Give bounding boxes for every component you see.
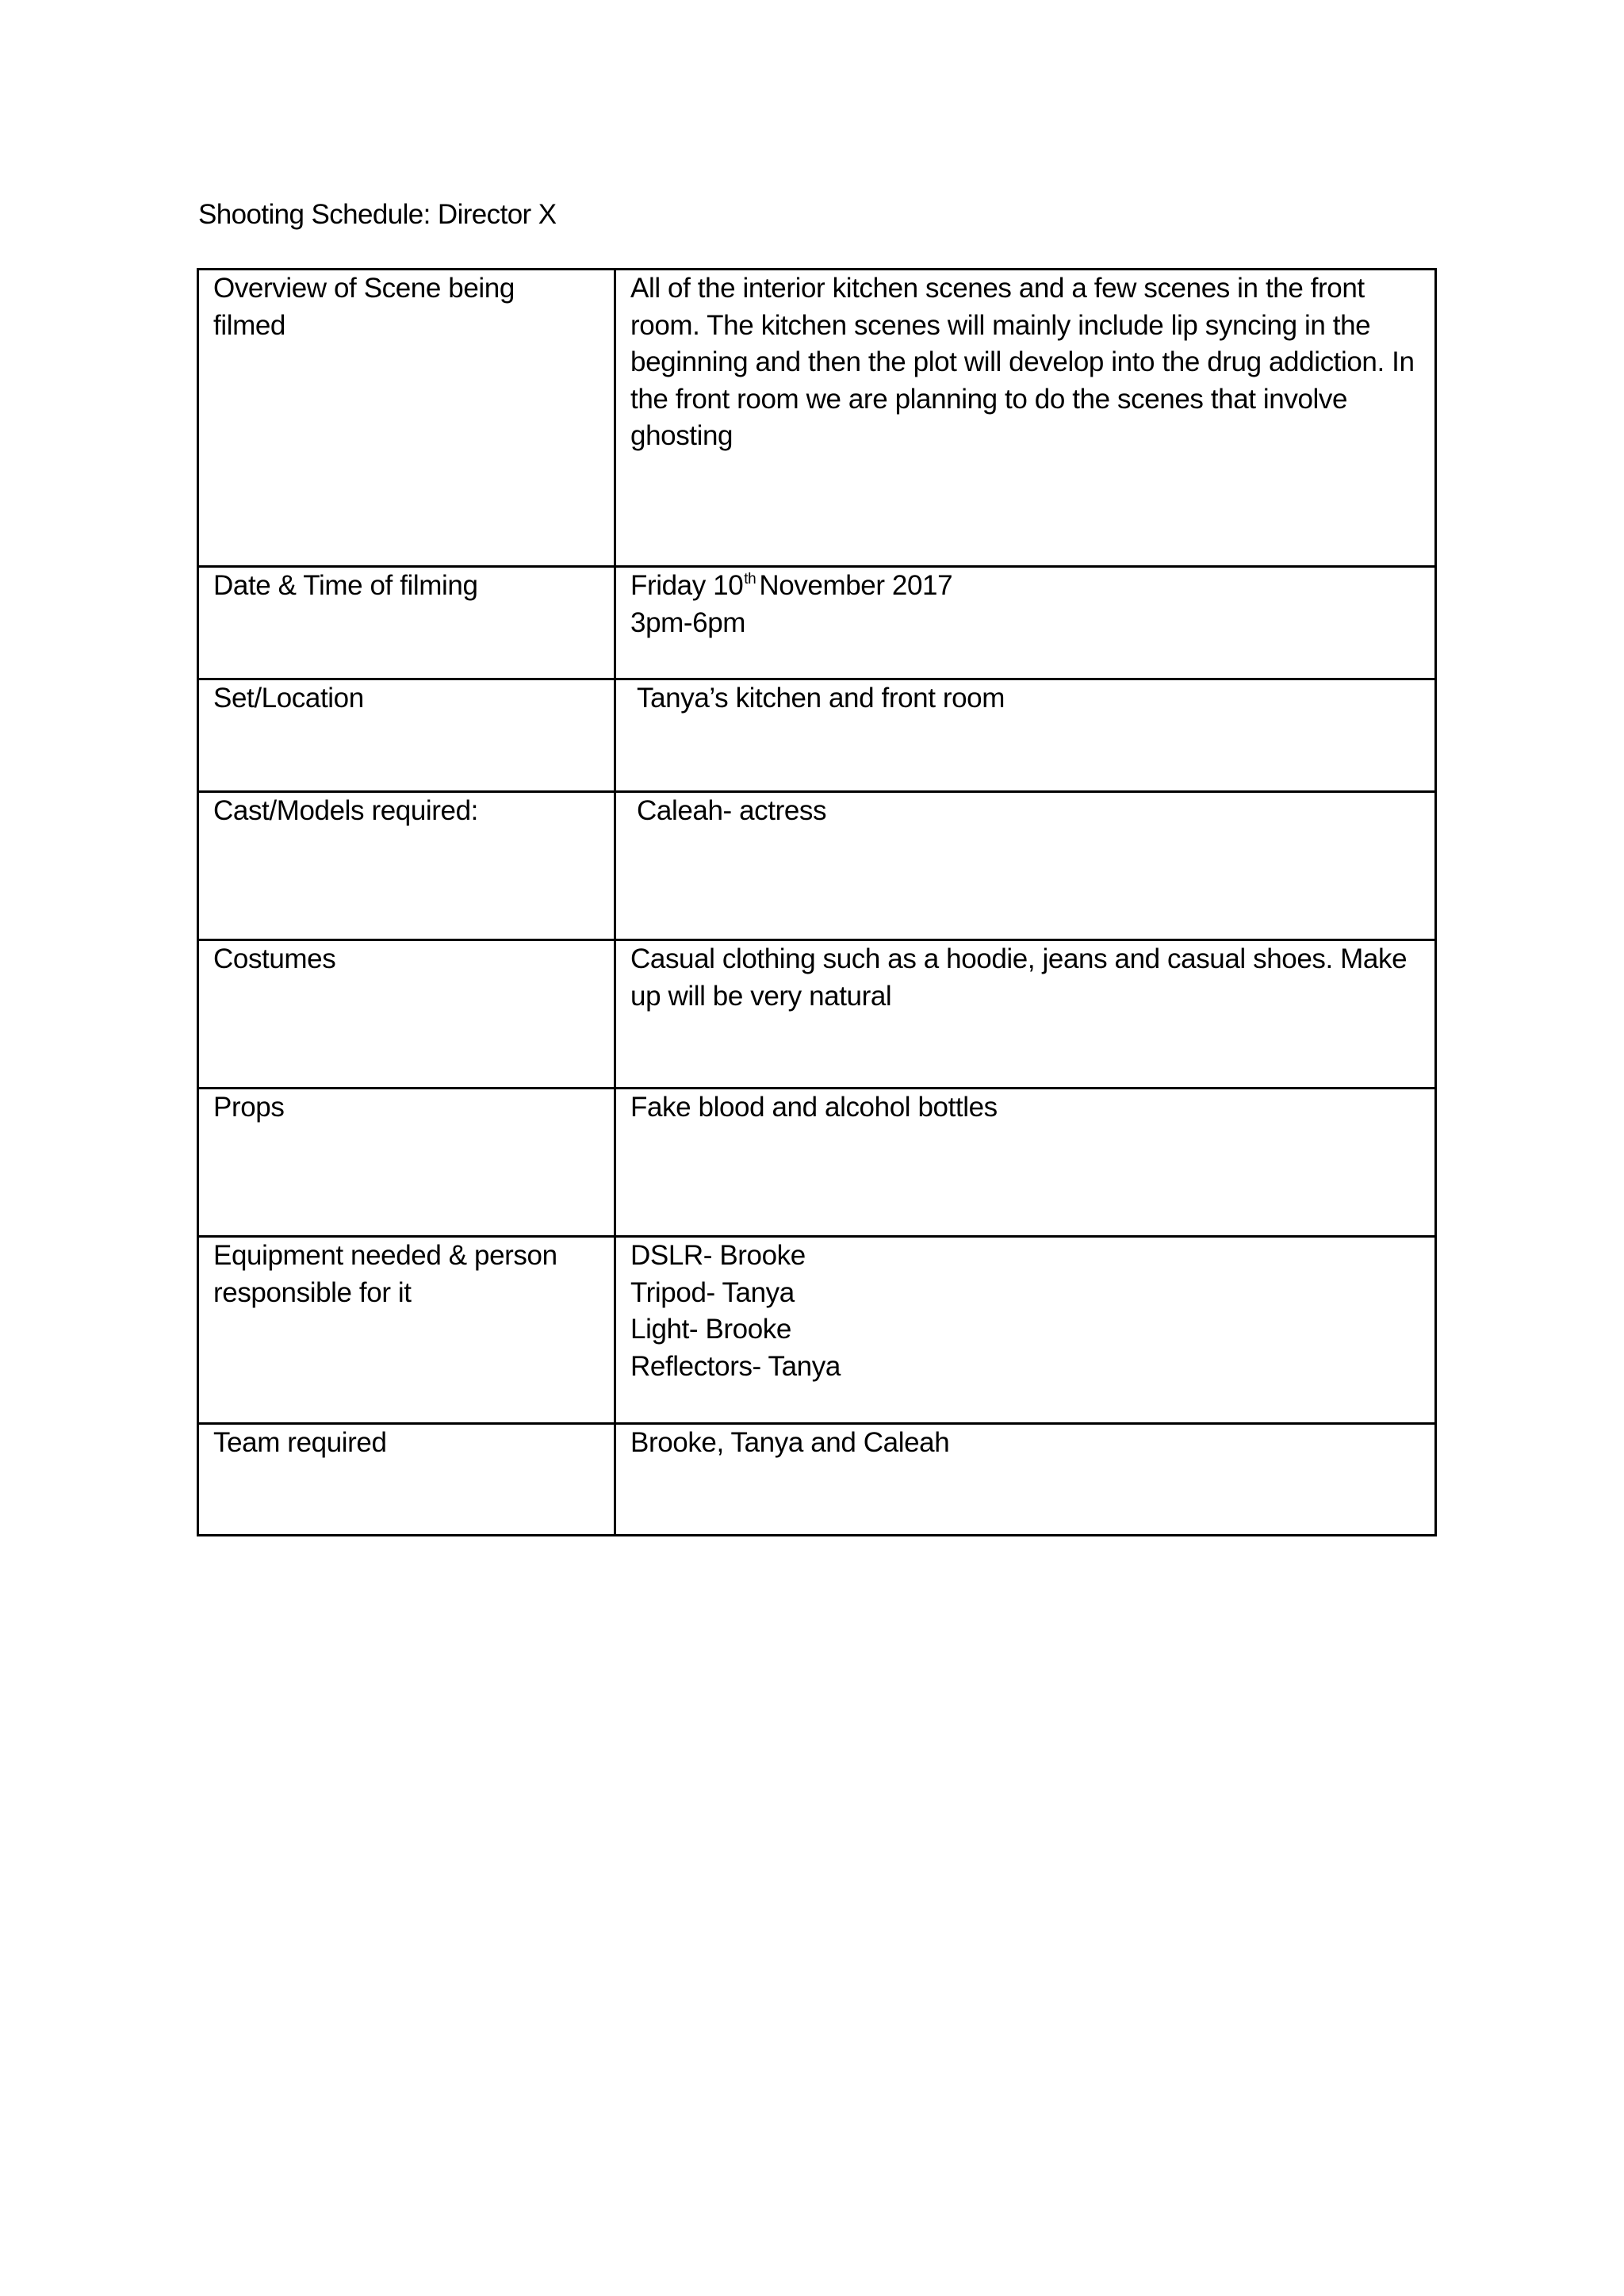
location-value: Tanya’s kitchen and front room: [637, 683, 1005, 714]
equipment-item: Tripod- Tanya: [630, 1276, 795, 1308]
table-row: [198, 1237, 1436, 1424]
props-label-cell: [198, 1089, 615, 1237]
costumes-label: Costumes: [213, 943, 336, 974]
team-value: Brooke, Tanya and Caleah: [630, 1427, 950, 1458]
equipment-label: Equipment needed & person responsible for it: [213, 1240, 557, 1308]
table-row: [198, 1089, 1436, 1237]
cast-label-cell: [198, 792, 615, 940]
props-label: Props: [213, 1092, 285, 1123]
table-row: [198, 1424, 1436, 1536]
props-value-cell: [615, 1089, 1436, 1237]
cast-value: Caleah- actress: [637, 795, 827, 826]
overview-label: Overview of Scene being filmed: [213, 273, 515, 341]
document-title: Shooting Schedule: Director X: [198, 199, 557, 230]
team-label-cell: [198, 1424, 615, 1536]
filming-date-ordinal: th: [744, 571, 756, 587]
location-label: Set/Location: [213, 683, 364, 714]
team-label: Team required: [213, 1427, 387, 1458]
equipment-item: DSLR- Brooke: [630, 1240, 806, 1271]
date-time-value-cell: [615, 567, 1436, 679]
table-row: [198, 940, 1436, 1089]
table-row: [198, 567, 1436, 679]
cast-value-cell: [615, 792, 1436, 940]
props-value: Fake blood and alcohol bottles: [630, 1092, 998, 1123]
location-value-cell: [615, 679, 1436, 792]
costumes-value-cell: [615, 940, 1436, 1089]
table-row: [198, 679, 1436, 792]
costumes-label-cell: [198, 940, 615, 1089]
overview-value-cell: [615, 270, 1436, 567]
table-row: [198, 270, 1436, 567]
equipment-item: Reflectors- Tanya: [630, 1350, 841, 1382]
equipment-label-cell: [198, 1237, 615, 1424]
equipment-item: Light- Brooke: [630, 1314, 791, 1345]
equipment-value-cell: [615, 1237, 1436, 1424]
date-time-label: Date & Time of filming: [213, 570, 478, 601]
date-time-label-cell: [198, 567, 615, 679]
costumes-value: Casual clothing such as a hoodie, jeans and casual shoes. Make up will be very natural: [630, 943, 1408, 1012]
overview-value: All of the interior kitchen scenes and a few scenes in the front room. The kitchen scenes will mainly include lip syncing in the beginning and then the plot will develop into the drug addiction. In the front room we are planning to do the scenes that involve ghosting: [630, 273, 1415, 451]
overview-label-cell: [198, 270, 615, 567]
filming-date-month-year: November 2017: [759, 570, 953, 601]
filming-date-day: Friday 10: [630, 570, 744, 601]
filming-time: 3pm-6pm: [630, 607, 746, 638]
table-row: [198, 792, 1436, 940]
cast-label: Cast/Models required:: [213, 795, 478, 826]
location-label-cell: [198, 679, 615, 792]
filming-date: [630, 568, 1420, 605]
shooting-schedule-table: [197, 268, 1437, 1536]
team-value-cell: [615, 1424, 1436, 1536]
